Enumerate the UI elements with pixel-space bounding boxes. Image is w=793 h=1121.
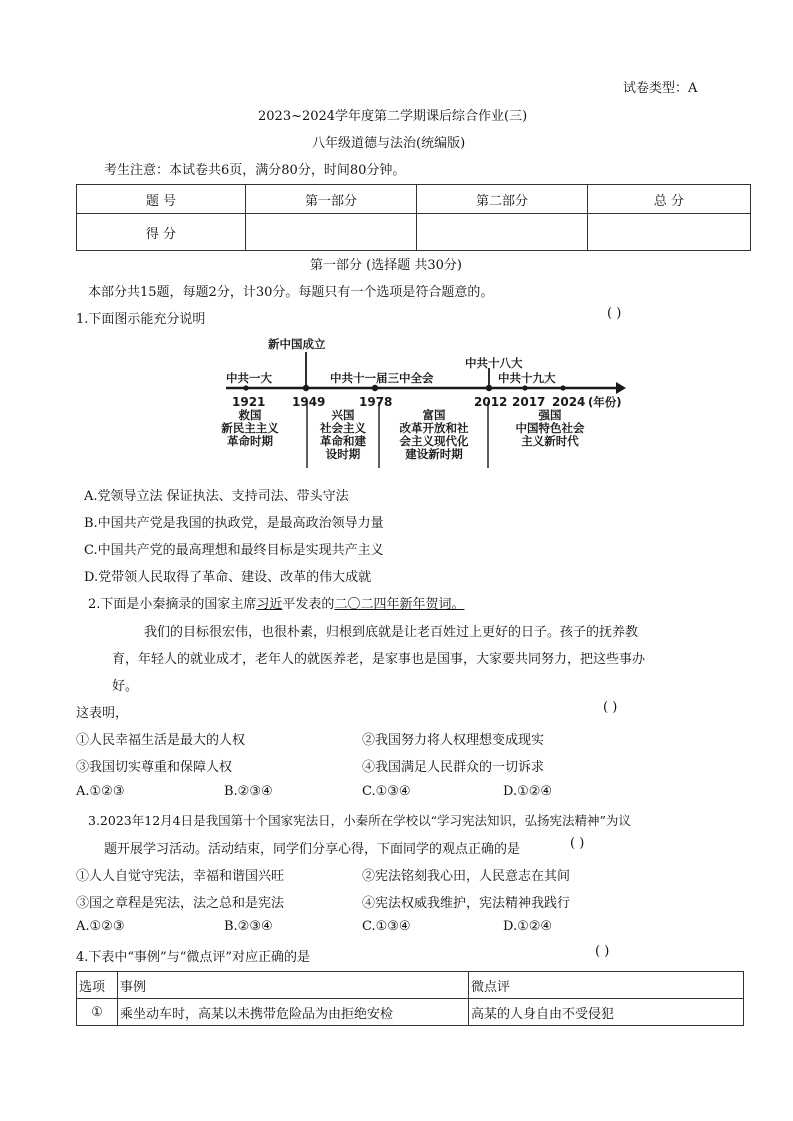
tick-1978 [372,385,378,391]
score-header-part1: 第一部分 [246,185,417,214]
q4-header-case: 事例 [118,972,469,999]
period-2-line-3: 革命和建 [320,434,366,448]
q3-stem-line-2: 题开展学习活动。活动结束，同学们分享心得，下面同学的观点正确的是 [104,842,521,857]
q3-statement-2: ②宪法铭刻我心田，人民意志在其间 [362,869,571,884]
exam-title: 2023~2024学年度第二学期课后综合作业(三) [258,109,528,124]
timeline-arrow [616,382,626,394]
label-19th-congress: 中共十九大 [498,371,556,385]
q3-statement-1: ①人人自觉守宪法，幸福和谐国兴旺 [76,869,285,884]
q3-option-b[interactable]: B.②③④ [224,919,273,934]
year-2024: 2024 [552,395,586,409]
period-2-line-2: 社会主义 [320,421,366,435]
tick-1921 [243,385,248,390]
q3-answer-paren: ( ) [570,836,585,851]
period-3-line-3: 会主义现代化 [399,434,469,448]
q4-row-1-option: ① [77,999,118,1026]
exam-subtitle: 八年级道德与法治(统编版) [312,136,466,151]
label-18th-congress: 中共十八大 [465,356,523,370]
q3-option-a[interactable]: A.①②③ [76,919,125,934]
q1-option-b[interactable]: B.中国共产党是我国的执政党，是最高政治领导力量 [84,516,384,531]
score-cell-part1 [246,214,417,251]
period-2-line-1: 兴国 [331,408,355,422]
label-3rd-plenum: 中共十一届三中全会 [330,371,434,385]
score-row-label: 得 分 [77,214,246,251]
q2-quote-line-2: 育，年轻人的就业成才，老年人的就医养老，是家事也是国事，大家要共同努力，把这些事办 [112,652,646,667]
q2-option-c[interactable]: C.①③④ [362,784,411,799]
q3-statement-4: ④宪法权威我维护，宪法精神我践行 [362,896,571,911]
year-1949: 1949 [292,395,326,409]
q2-quote-line-1: 我们的目标很宏伟，也很朴素，归根到底就是让老百姓过上更好的日子。孩子的抚养教 [144,625,639,640]
period-4-line-1: 强国 [538,408,562,422]
score-cell-total [588,214,751,251]
q2-statement-3: ③我国切实尊重和保障人权 [76,760,233,775]
q2-lead: 这表明， [76,706,129,721]
score-cell-part2 [417,214,588,251]
q2-stem [88,593,464,612]
period-3-line-1: 富国 [422,408,446,422]
tick-1949 [303,385,309,391]
q2-option-b[interactable]: B.②③④ [224,784,273,799]
score-header-part2: 第二部分 [417,185,588,214]
part1-instructions: 本部分共15题，每题2分，计30分。每题只有一个选项是符合题意的。 [88,285,494,300]
q1-stem: 1.下面图示能充分说明 [76,312,206,327]
label-1st-congress: 中共一大 [226,371,272,385]
q2-statement-2: ②我国努力将人权理想变成现实 [362,733,545,748]
tick-2017 [522,385,527,390]
q4-header-option: 选项 [77,972,118,999]
period-4-line-2: 中国特色社会 [515,421,585,435]
q1-option-a[interactable]: A.党领导立法 保证执法、支持司法、带头守法 [84,489,349,504]
q3-stem-line-1: 3.2023年12月4日是我国第十个国家宪法日，小秦所在学校以“学习宪法知识，弘扬宪法精神”为议 [88,813,631,828]
period-4-line-3: 主义新时代 [521,434,579,448]
tick-2024 [560,385,565,390]
exam-notice: 考生注意：本试卷共6页，满分80分，时间80分钟。 [104,163,406,178]
q4-answer-paren: ( ) [595,944,610,959]
part1-title: 第一部分 (选择题 共30分) [310,258,462,273]
score-header-number: 题 号 [77,185,246,214]
q2-option-d[interactable]: D.①②④ [503,784,553,799]
period-1-line-2: 新民主主义 [221,421,279,435]
q2-stem-tail: 二〇二四年新年贺词。 [334,597,465,612]
table-row [77,999,744,1026]
year-2012: 2012 [474,395,508,409]
q1-option-d[interactable]: D.党带领人民取得了革命、建设、改革的伟大成就 [84,570,372,585]
period-1-line-3: 革命时期 [227,434,273,448]
tick-2012 [486,385,492,391]
q2-stem-mid: 平发表的 [282,597,335,612]
year-2017: 2017 [512,395,546,409]
paper-type: 试卷类型：A [623,81,698,96]
q2-answer-paren: ( ) [603,700,618,715]
q4-stem: 4.下表中“事例”与“微点评”对应正确的是 [76,950,310,965]
period-3-line-2: 改革开放和社 [399,421,469,435]
score-table [76,184,751,251]
q2-stem-name: 习近 [256,597,283,612]
q3-option-c[interactable]: C.①③④ [362,919,411,934]
q1-answer-paren: ( ) [607,306,622,321]
q4-row-1-case: 乘坐动车时，高某以未携带危险品为由拒绝安检 [118,999,469,1026]
q2-quote-line-3: 好。 [112,679,139,694]
label-prc-founding: 新中国成立 [268,337,326,351]
year-1921: 1921 [232,395,266,409]
period-3-line-4: 建设新时期 [405,447,463,461]
year-unit: (年份) [588,395,622,409]
q4-header-comment: 微点评 [469,972,744,999]
q1-timeline-diagram [212,330,642,470]
q1-option-c[interactable]: C.中国共产党的最高理想和最终目标是实现共产主义 [84,543,384,558]
q3-option-d[interactable]: D.①②④ [503,919,553,934]
period-1-line-1: 救国 [238,408,262,422]
q4-row-1-comment: 高某的人身自由不受侵犯 [469,999,744,1026]
q2-statement-4: ④我国满足人民群众的一切诉求 [362,760,545,775]
score-header-total: 总 分 [588,185,751,214]
q3-statement-3: ③国之章程是宪法，法之总和是宪法 [76,896,285,911]
year-1978: 1978 [359,395,393,409]
q2-stem-prefix: 2.下面是小秦摘录的国家主席 [88,597,257,612]
q2-option-a[interactable]: A.①②③ [76,784,125,799]
q4-table [76,971,744,1026]
period-2-line-4: 设时期 [325,447,361,461]
q2-statement-1: ①人民幸福生活是最大的人权 [76,733,246,748]
